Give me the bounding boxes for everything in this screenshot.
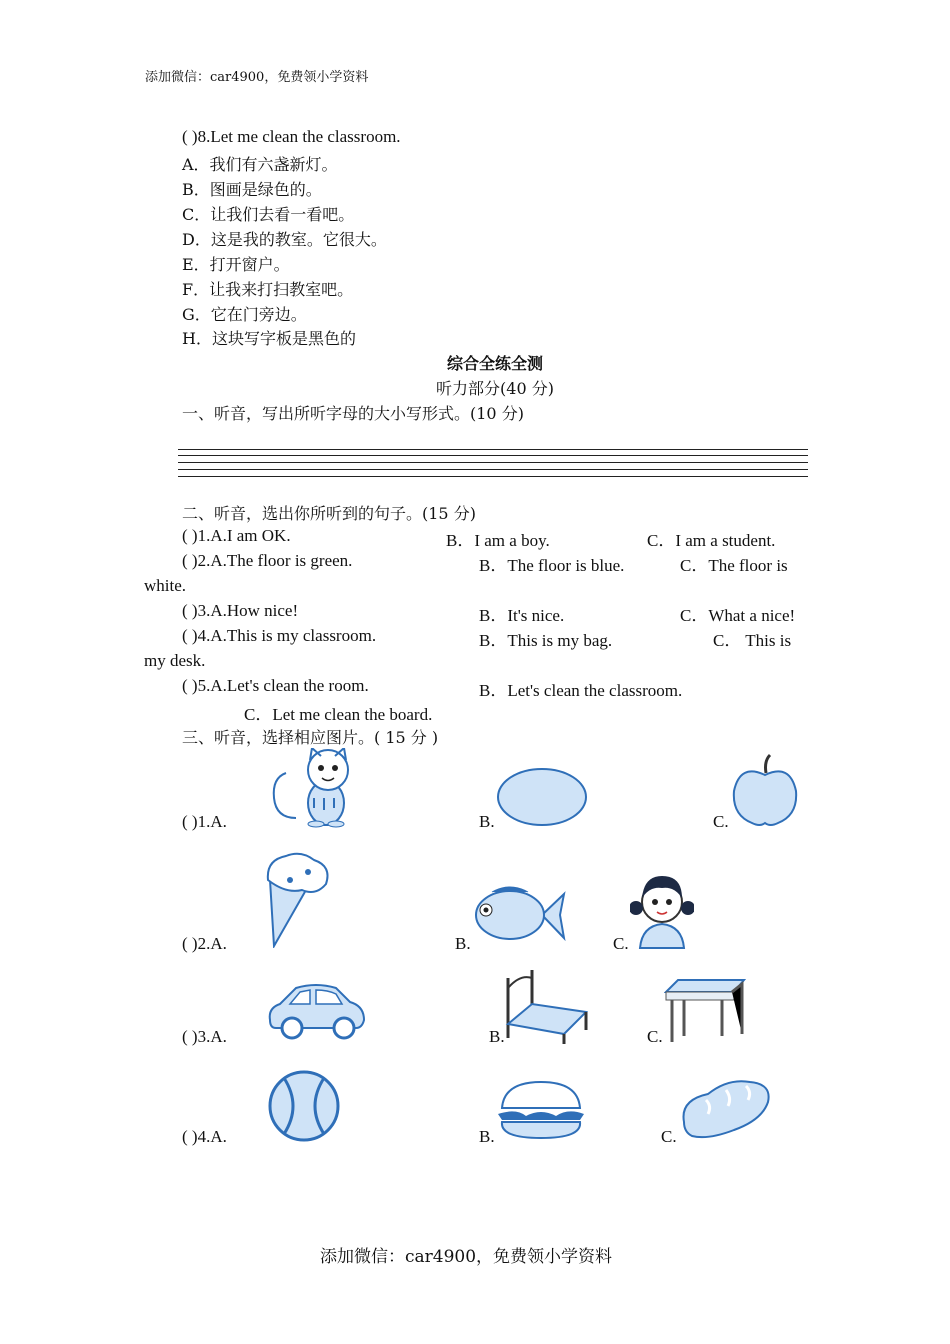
p2-q2-b: B．The floor is blue. xyxy=(479,556,625,575)
p2-q3-b: B．It's nice. xyxy=(479,606,565,625)
p2-q4-a: ( )4.A.This is my classroom. xyxy=(182,626,377,645)
part1-heading: 一、听音，写出所听字母的大小写形式。(10 分) xyxy=(182,404,524,423)
writing-line-3 xyxy=(178,462,808,463)
p3-q4-b: B. xyxy=(479,1127,495,1146)
p2-q4-cont: my desk. xyxy=(144,651,206,670)
p2-q5-a: ( )5.A.Let's clean the room. xyxy=(182,676,369,695)
writing-line-2 xyxy=(178,455,808,456)
p3-q2-a: ( )2.A. xyxy=(182,934,227,953)
p3-q3-c: C. xyxy=(647,1027,663,1046)
p2-q3-a: ( )3.A.How nice! xyxy=(182,601,299,620)
p3-q4-c: C. xyxy=(661,1127,677,1146)
p2-q1-a: ( )1.A.I am OK. xyxy=(182,526,291,545)
ball-picture-icon xyxy=(266,1070,342,1142)
test-title: 综合全练全测 xyxy=(446,354,543,373)
desk-picture-icon xyxy=(664,978,746,1044)
part3-heading: 三、听音，选择相应图片。( 15 分 ) xyxy=(182,728,439,747)
question-8: ( )8.Let me clean the classroom. xyxy=(182,127,401,146)
bread-picture-icon xyxy=(678,1076,772,1142)
car-picture-icon xyxy=(266,980,368,1042)
egg-picture-icon xyxy=(496,766,588,828)
p2-q1-c: C．I am a student. xyxy=(647,531,776,550)
option-f: F．让我来打扫教室吧。 xyxy=(182,280,354,299)
fish-picture-icon xyxy=(472,882,566,948)
p3-q1-c: C. xyxy=(713,812,729,831)
option-c: C．让我们去看一看吧。 xyxy=(182,205,355,224)
p2-q1-b: B．I am a boy. xyxy=(446,531,550,550)
writing-line-5 xyxy=(178,476,808,477)
p3-q2-b: B. xyxy=(455,934,471,953)
option-g: G．它在门旁边。 xyxy=(182,305,307,324)
girl-picture-icon xyxy=(630,868,694,950)
p2-q4-c: C． This is xyxy=(713,631,792,650)
p2-q2-a: ( )2.A.The floor is green. xyxy=(182,551,353,570)
p3-q1-a: ( )1.A. xyxy=(182,812,227,831)
p2-q4-b: B．This is my bag. xyxy=(479,631,613,650)
p2-q2-cont: white. xyxy=(144,576,187,595)
ice-cream-picture-icon xyxy=(266,850,332,948)
p2-q5-c: C．Let me clean the board. xyxy=(244,705,433,724)
bed-picture-icon xyxy=(504,968,588,1044)
cat-picture-icon xyxy=(266,748,356,828)
p3-q3-b: B. xyxy=(489,1027,505,1046)
option-d: D．这是我的教室。它很大。 xyxy=(182,230,387,249)
page-header: 添加微信：car4900，免费领小学资料 xyxy=(145,70,369,85)
p2-q2-c: C．The floor is xyxy=(680,556,788,575)
p2-q5-b: B．Let's clean the classroom. xyxy=(479,681,683,700)
p3-q4-a: ( )4.A. xyxy=(182,1127,227,1146)
option-a: A．我们有六盏新灯。 xyxy=(182,155,338,174)
option-h: H．这块写字板是黑色的 xyxy=(182,329,356,348)
writing-line-1 xyxy=(178,449,808,450)
p3-q3-a: ( )3.A. xyxy=(182,1027,227,1046)
part2-heading: 二、听音，选出你所听到的句子。(15 分) xyxy=(182,504,476,523)
page-footer: 添加微信：car4900，免费领小学资料 xyxy=(320,1247,613,1267)
test-subtitle: 听力部分(40 分) xyxy=(436,379,554,398)
writing-line-4 xyxy=(178,469,808,470)
option-b: B．图画是绿色的。 xyxy=(182,180,322,199)
p3-q2-c: C. xyxy=(613,934,629,953)
hamburger-picture-icon xyxy=(496,1078,586,1142)
p2-q3-c: C．What a nice! xyxy=(680,606,796,625)
apple-picture-icon xyxy=(730,753,800,827)
option-e: E．打开窗户。 xyxy=(182,255,290,274)
p3-q1-b: B. xyxy=(479,812,495,831)
